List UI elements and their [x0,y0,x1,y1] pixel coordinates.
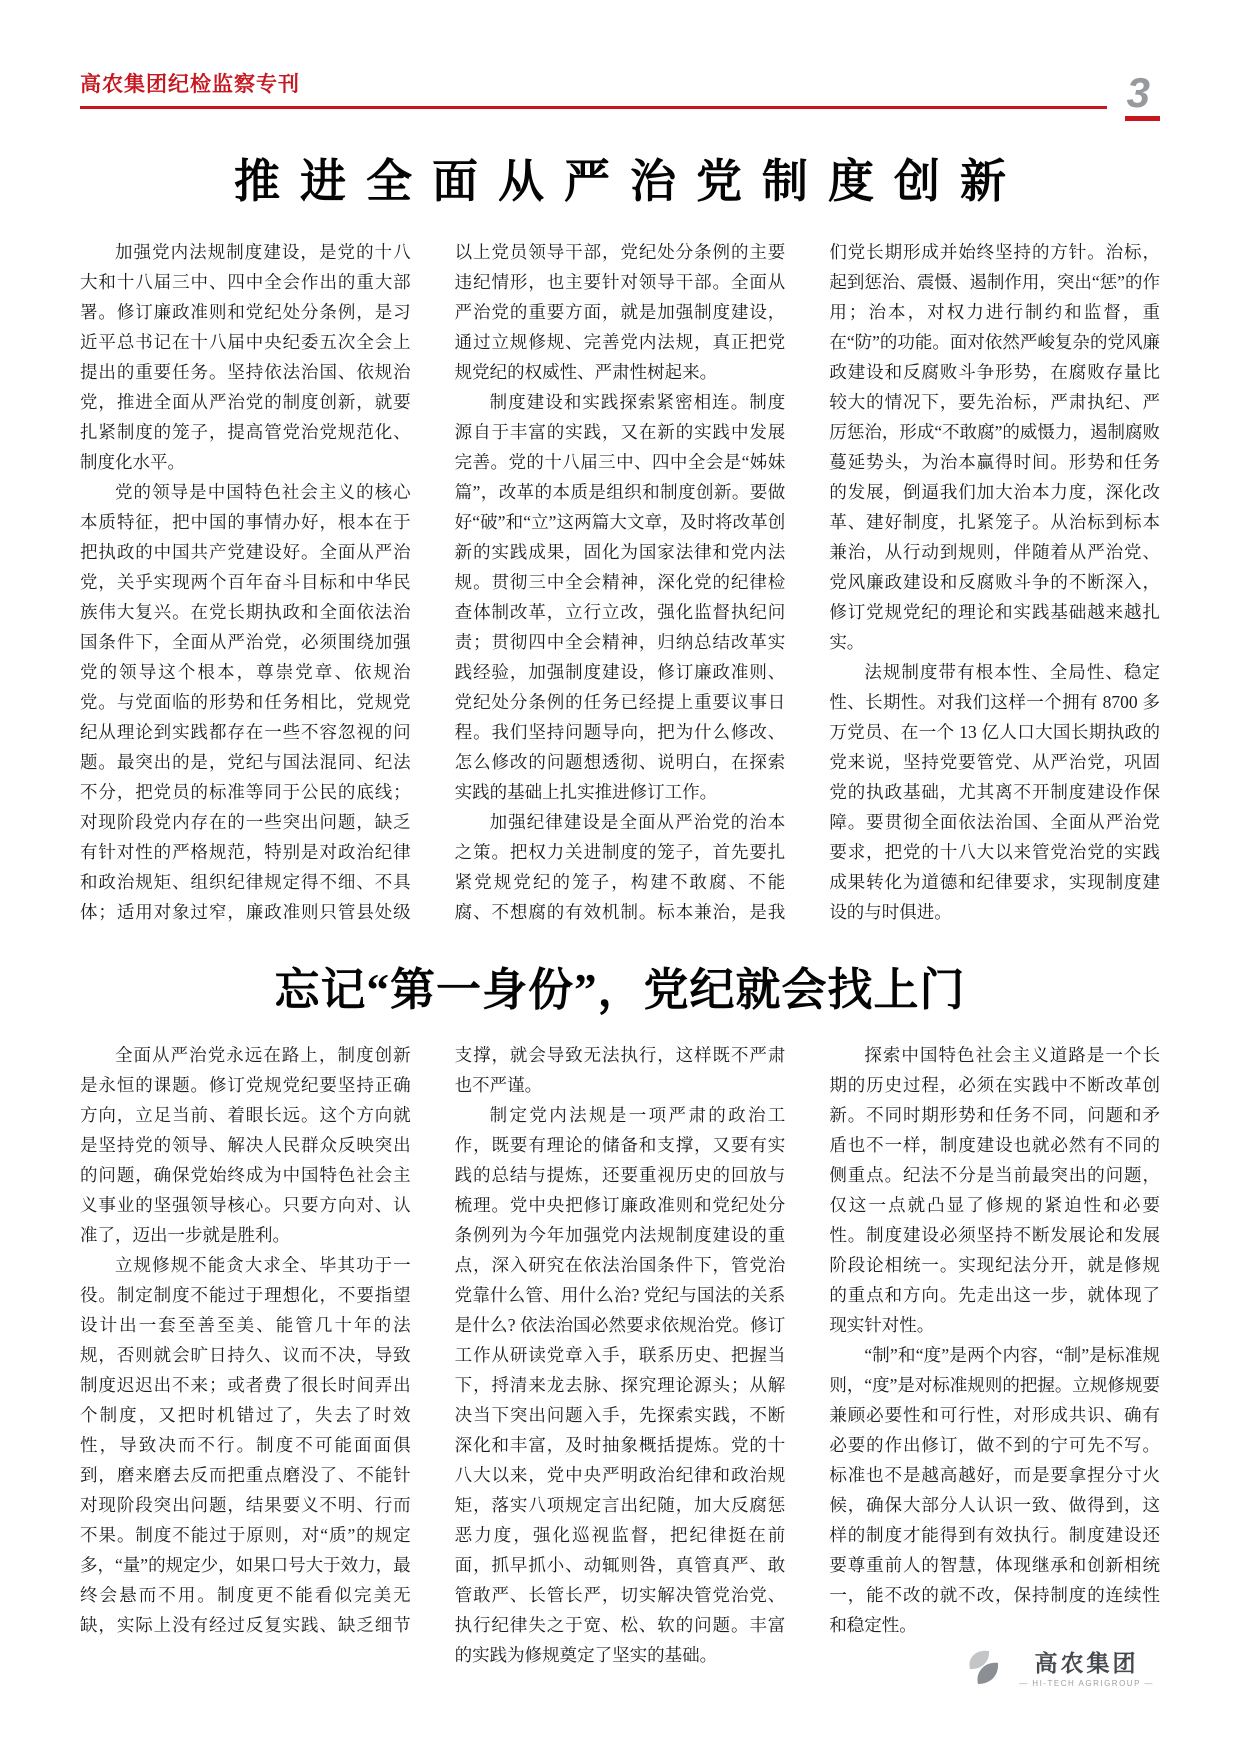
article2-headline: 忘记“第一身份”，党纪就会找上门 [274,965,966,1015]
article2-body [80,1040,1160,1670]
page-header [80,0,1160,116]
article1-paragraph-5: 法规制度带有根本性、全局性、稳定性、长期性。对我们这样一个拥有 8700 多万党员、在一个 13 亿人口大国长期执政的党来说，坚持党要管党、从严治党，巩固党的执政基础，尤其离不开制度建设作保障。要贯彻全面依法治国、全面从严治党要求，把党的十八大以来管党治党的实践成果转化为道德和纪律要求，实现制度建设的与时俱进。 [829,662,1160,922]
article2-paragraph-3: 制定党内法规是一项严肃的政治工作，既要有理论的储备和支撑，又要有实践的总结与提炼，还要重视历史的回放与梳理。党中央把修订廉政准则和党纪处分条例列为今年加强党内法规制度建设的重点，深入研究在依法治国条件下，管党治党靠什么管、用什么治? 党纪与国法的关系是什么? 依法治国必然要求依规治党。修订工作从研读党章入手，联系历史、把握当下，捋清来龙去脉、探究理论源头；从解决当下突出问题入手，先探索实践，不断深化和丰富，及时抽象概括提炼。党的十八大以来，党中央严明政治纪律和政治规矩，落实八项规定言出纪随，加大反腐惩恶力度，强化巡视监督，把纪律挺在前面，抓早抓小、动辄则咎，真管真严、敢管敢严、长管长严，切实解决管党治党、执行纪律失之于宽、松、软的问题。丰富的实践为修规奠定了坚实的基础。 [454,1105,786,1665]
article1-paragraph-1: 加强党内法规制度建设，是党的十八大和十八届三中、四中全会作出的重大部署。修订廉政准则和党纪处分条例，是习近平总书记在十八届中央纪委五次全会上提出的重要任务。坚持依法治国、依规治党，推进全面从严治党的制度创新，就要扎紧制度的笼子，提高管党治党规范化、制度化水平。 [80,242,411,472]
article1-body [80,237,1160,927]
logo-text-block [1019,1651,1154,1687]
article1-paragraph-4: 加强纪律建设是全面从严治党的治本之策。把权力关进制度的笼子，首先要扎紧党规党纪的笼子，构建不敢腐、不能腐、不想腐的有效机制。标本兼治，是我们党长期形成并始终坚持的方针。治标，起到惩治、震慑、遏制作用，突出“惩”的作用；治本，对权力进行制约和监督，重在“防”的功能。面对依然严峻复杂的党风廉政建设和反腐败斗争形势，在腐败存量比较大的情况下，要先治标，严肃执纪、严厉惩治，形成“不敢腐”的威慑力，遏制腐败蔓延势头，为治本赢得时间。形势和任务的发展，倒逼我们加大治本力度，深化改革、建好制度，扎紧笼子。从治标到标本兼治，从行动到规则，伴随着从严治党、党风廉政建设和反腐败斗争的不断深入，修订党规党纪的理论和实践基础越来越扎实。 [454,242,1160,922]
leaf-logo-icon [964,1647,1010,1692]
article2-paragraph-5: “制”和“度”是两个内容，“制”是标准规则，“度”是对标准规则的把握。立规修规要兼顾必要性和可行性，对形成共识、确有必要的作出修订，做不到的宁可先不写。标准也不是越高越好，而是要拿捏分寸火候，确保大部分人认识一致、做得到，这样的制度才能得到有效执行。制度建设还要尊重前人的智慧，体现继承和创新相统一，能不改的就不改，保持制度的连续性和稳定性。 [829,1345,1160,1635]
masthead-rule [80,68,1107,109]
article2-paragraph-1: 全面从严治党永远在路上，制度创新是永恒的课题。修订党规党纪要坚持正确方向，立足当前、着眼长远。这个方向就是坚持党的领导、解决人民群众反映突出的问题，确保党始终成为中国特色社会主义事业的坚强领导核心。只要方向对、认准了，迈出一步就是胜利。 [80,1045,411,1245]
masthead-title: 高农集团纪检监察专刊 [80,73,300,96]
article2-paragraph-4: 探索中国特色社会主义道路是一个长期的历史过程，必须在实践中不断改革创新。不同时期形势和任务不同，问题和矛盾也不一样，制度建设也就必然有不同的侧重点。纪法不分是当前最突出的问题，仅这一点就凸显了修规的紧迫性和必要性。制度建设必须坚持不断发展论和发展阶段论相统一。实现纪法分开，就是修规的重点和方向。先走出这一步，就体现了现实针对性。 [829,1045,1160,1335]
article1-headline: 推进全面从严治党制度创新 [234,155,1026,207]
article1-paragraph-3: 制度建设和实践探索紧密相连。制度源自于丰富的实践，又在新的实践中发展完善。党的十八届三中、四中全会是“姊妹篇”，改革的本质是组织和制度创新。要做好“破”和“立”这两篇大文章，及时将改革创新的实践成果，固化为国家法律和党内法规。贯彻三中全会精神，深化党的纪律检查体制改革，立行立改，强化监督执纪问责；贯彻四中全会精神，归纳总结改革实践经验，加强制度建设，修订廉政准则、党纪处分条例的任务已经提上重要议事日程。我们坚持问题导向，把为什么修改、怎么修改的问题想透彻、说明白，在探索实践的基础上扎实推进修订工作。 [454,392,786,802]
footer-logo [964,1647,1154,1692]
logo-name: 高农集团 [1034,1650,1139,1677]
logo-tagline: — HI-TECH AGRIGROUP — [1019,1678,1154,1688]
article1-paragraph-2: 党的领导是中国特色社会主义的核心本质特征，把中国的事情办好，根本在于把执政的中国共产党建设好。全面从严治党，关乎实现两个百年奋斗目标和中华民族伟大复兴。在党长期执政和全面依法治国条件下，全面从严治党，必须围绕加强党的领导这个根本，尊崇党章、依规治党。与党面临的形势和任务相比，党规党纪从理论到实践都存在一些不容忽视的问题。最突出的是，党纪与国法混同、纪法不分，把党员的标准等同于公民的底线；对现阶段党内存在的一些突出问题，缺乏有针对性的严格规范，特别是对政治纪律和政治规矩、组织纪律规定得不细、不具体；适用对象过窄，廉政准则只管县处级以上党员领导干部，党纪处分条例的主要违纪情形，也主要针对领导干部。全面从严治党的重要方面，就是加强制度建设，通过立规修规、完善党内法规，真正把党规党纪的权威性、严肃性树起来。 [80,242,786,922]
article2-paragraph-2: 立规修规不能贪大求全、毕其功于一役。制定制度不能过于理想化，不要指望设计出一套至善至美、能管几十年的法规，否则就会旷日持久、议而不决，导致制度迟迟出不来；或者费了很长时间弄出个制度，又把时机错过了，失去了时效性，导致决而不行。制度不可能面面俱到，磨来磨去反而把重点磨没了、不能针对现阶段突出问题，结果要义不明、行而不果。制度不能过于原则，对“质”的规定多，“量”的规定少，如果口号大于效力，最终会悬而不用。制度更不能看似完美无缺，实际上没有经过反复实践、缺乏细节支撑，就会导致无法执行，这样既不严肃也不严谨。 [80,1045,786,1635]
page-number: 3 [1126,69,1150,116]
page-number-underline [1125,69,1160,121]
